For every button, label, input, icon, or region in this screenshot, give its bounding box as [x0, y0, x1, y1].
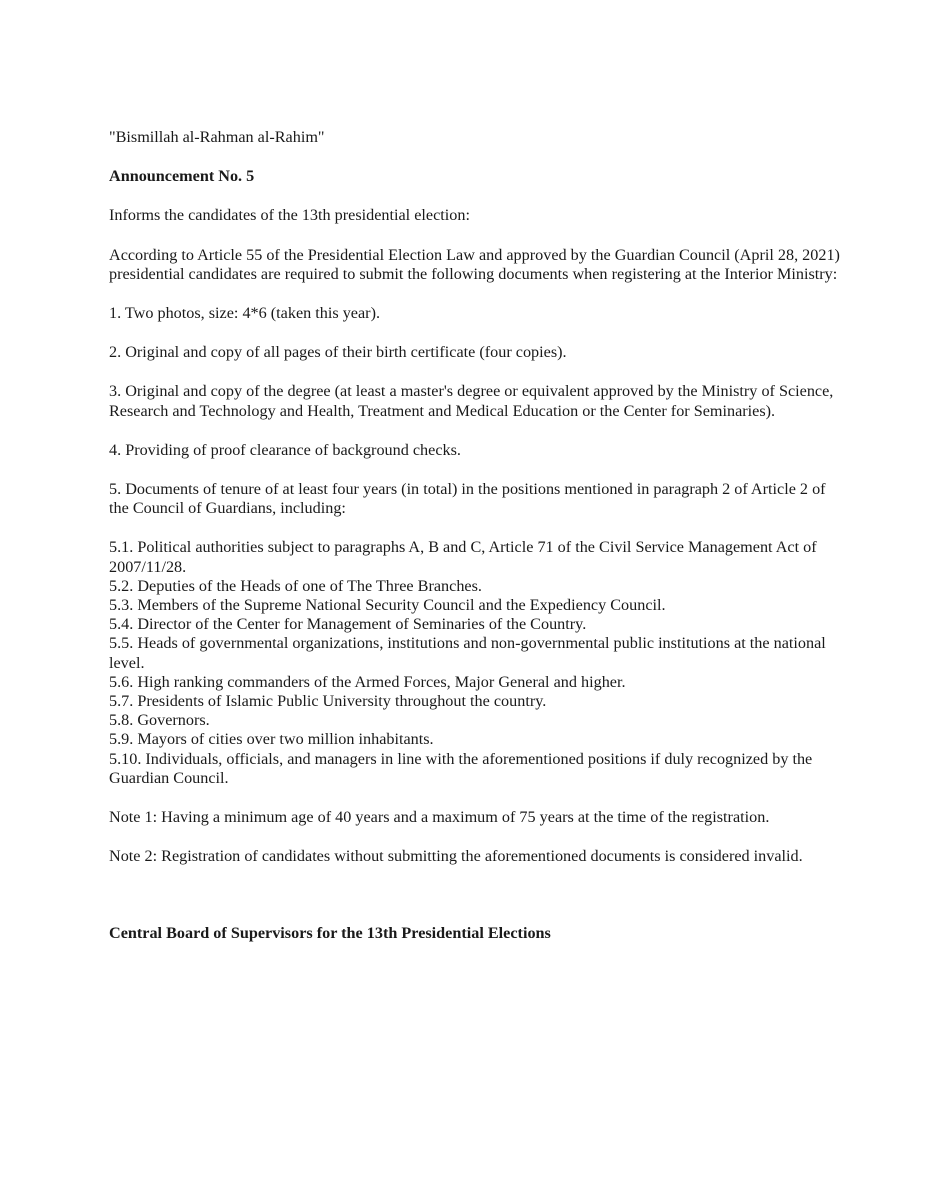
sub-list-item: 5.8. Governors.: [109, 711, 210, 730]
sub-list-item: 5.6. High ranking commanders of the Armed Forces, Major General and higher.: [109, 672, 626, 691]
note-1: Note 1: Having a minimum age of 40 years and a maximum of 75 years at the time of the registration.: [109, 808, 770, 827]
list-item: 1. Two photos, size: 4*6 (taken this year).: [109, 304, 381, 323]
list-item: 2. Original and copy of all pages of their birth certificate (four copies).: [109, 343, 567, 362]
announcement-document: [109, 128, 844, 944]
sub-list-item: 5.4. Director of the Center for Management of Seminaries of the Country.: [109, 615, 587, 634]
sub-list-item: 5.1. Political authorities subject to paragraphs A, B and C, Article 71 of the Civil Service Management Act of 2007/11/28.: [109, 538, 817, 576]
list-item: 3. Original and copy of the degree (at least a master's degree or equivalent approved by the Ministry of Science, Research and Technology and Health, Treatment and Medical Education or the Center for Seminaries).: [109, 382, 834, 420]
intro-text: Informs the candidates of the 13th presidential election:: [109, 206, 470, 225]
list-item: 4. Providing of proof clearance of background checks.: [109, 440, 461, 459]
sub-list-item: 5.3. Members of the Supreme National Security Council and the Expediency Council.: [109, 596, 666, 615]
preamble-text: According to Article 55 of the Presidential Election Law and approved by the Guardian Council (April 28, 2021) presidential candidates are required to submit the following documents when registering at the Interior Ministry:: [109, 245, 840, 283]
list-item: 5. Documents of tenure of at least four years (in total) in the positions mentioned in paragraph 2 of Article 2 of the Council of Guardians, including:: [109, 480, 826, 518]
document-title: Announcement No. 5: [109, 167, 255, 186]
note-2: Note 2: Registration of candidates without submitting the aforementioned documents is considered invalid.: [109, 847, 803, 866]
sub-list-item: 5.10. Individuals, officials, and managers in line with the aforementioned positions if duly recognized by the Guardian Council.: [109, 749, 813, 787]
sub-list-item: 5.9. Mayors of cities over two million inhabitants.: [109, 730, 434, 749]
sub-list-item: 5.7. Presidents of Islamic Public University throughout the country.: [109, 692, 547, 711]
bismillah-line: "Bismillah al-Rahman al-Rahim": [109, 128, 325, 146]
signature-line: Central Board of Supervisors for the 13th Presidential Elections: [109, 924, 551, 943]
sub-list-item: 5.2. Deputies of the Heads of one of The Three Branches.: [109, 576, 482, 595]
sub-list: [109, 538, 844, 788]
sub-list-item: 5.5. Heads of governmental organizations, institutions and non-governmental public institutions at the national level.: [109, 634, 826, 672]
